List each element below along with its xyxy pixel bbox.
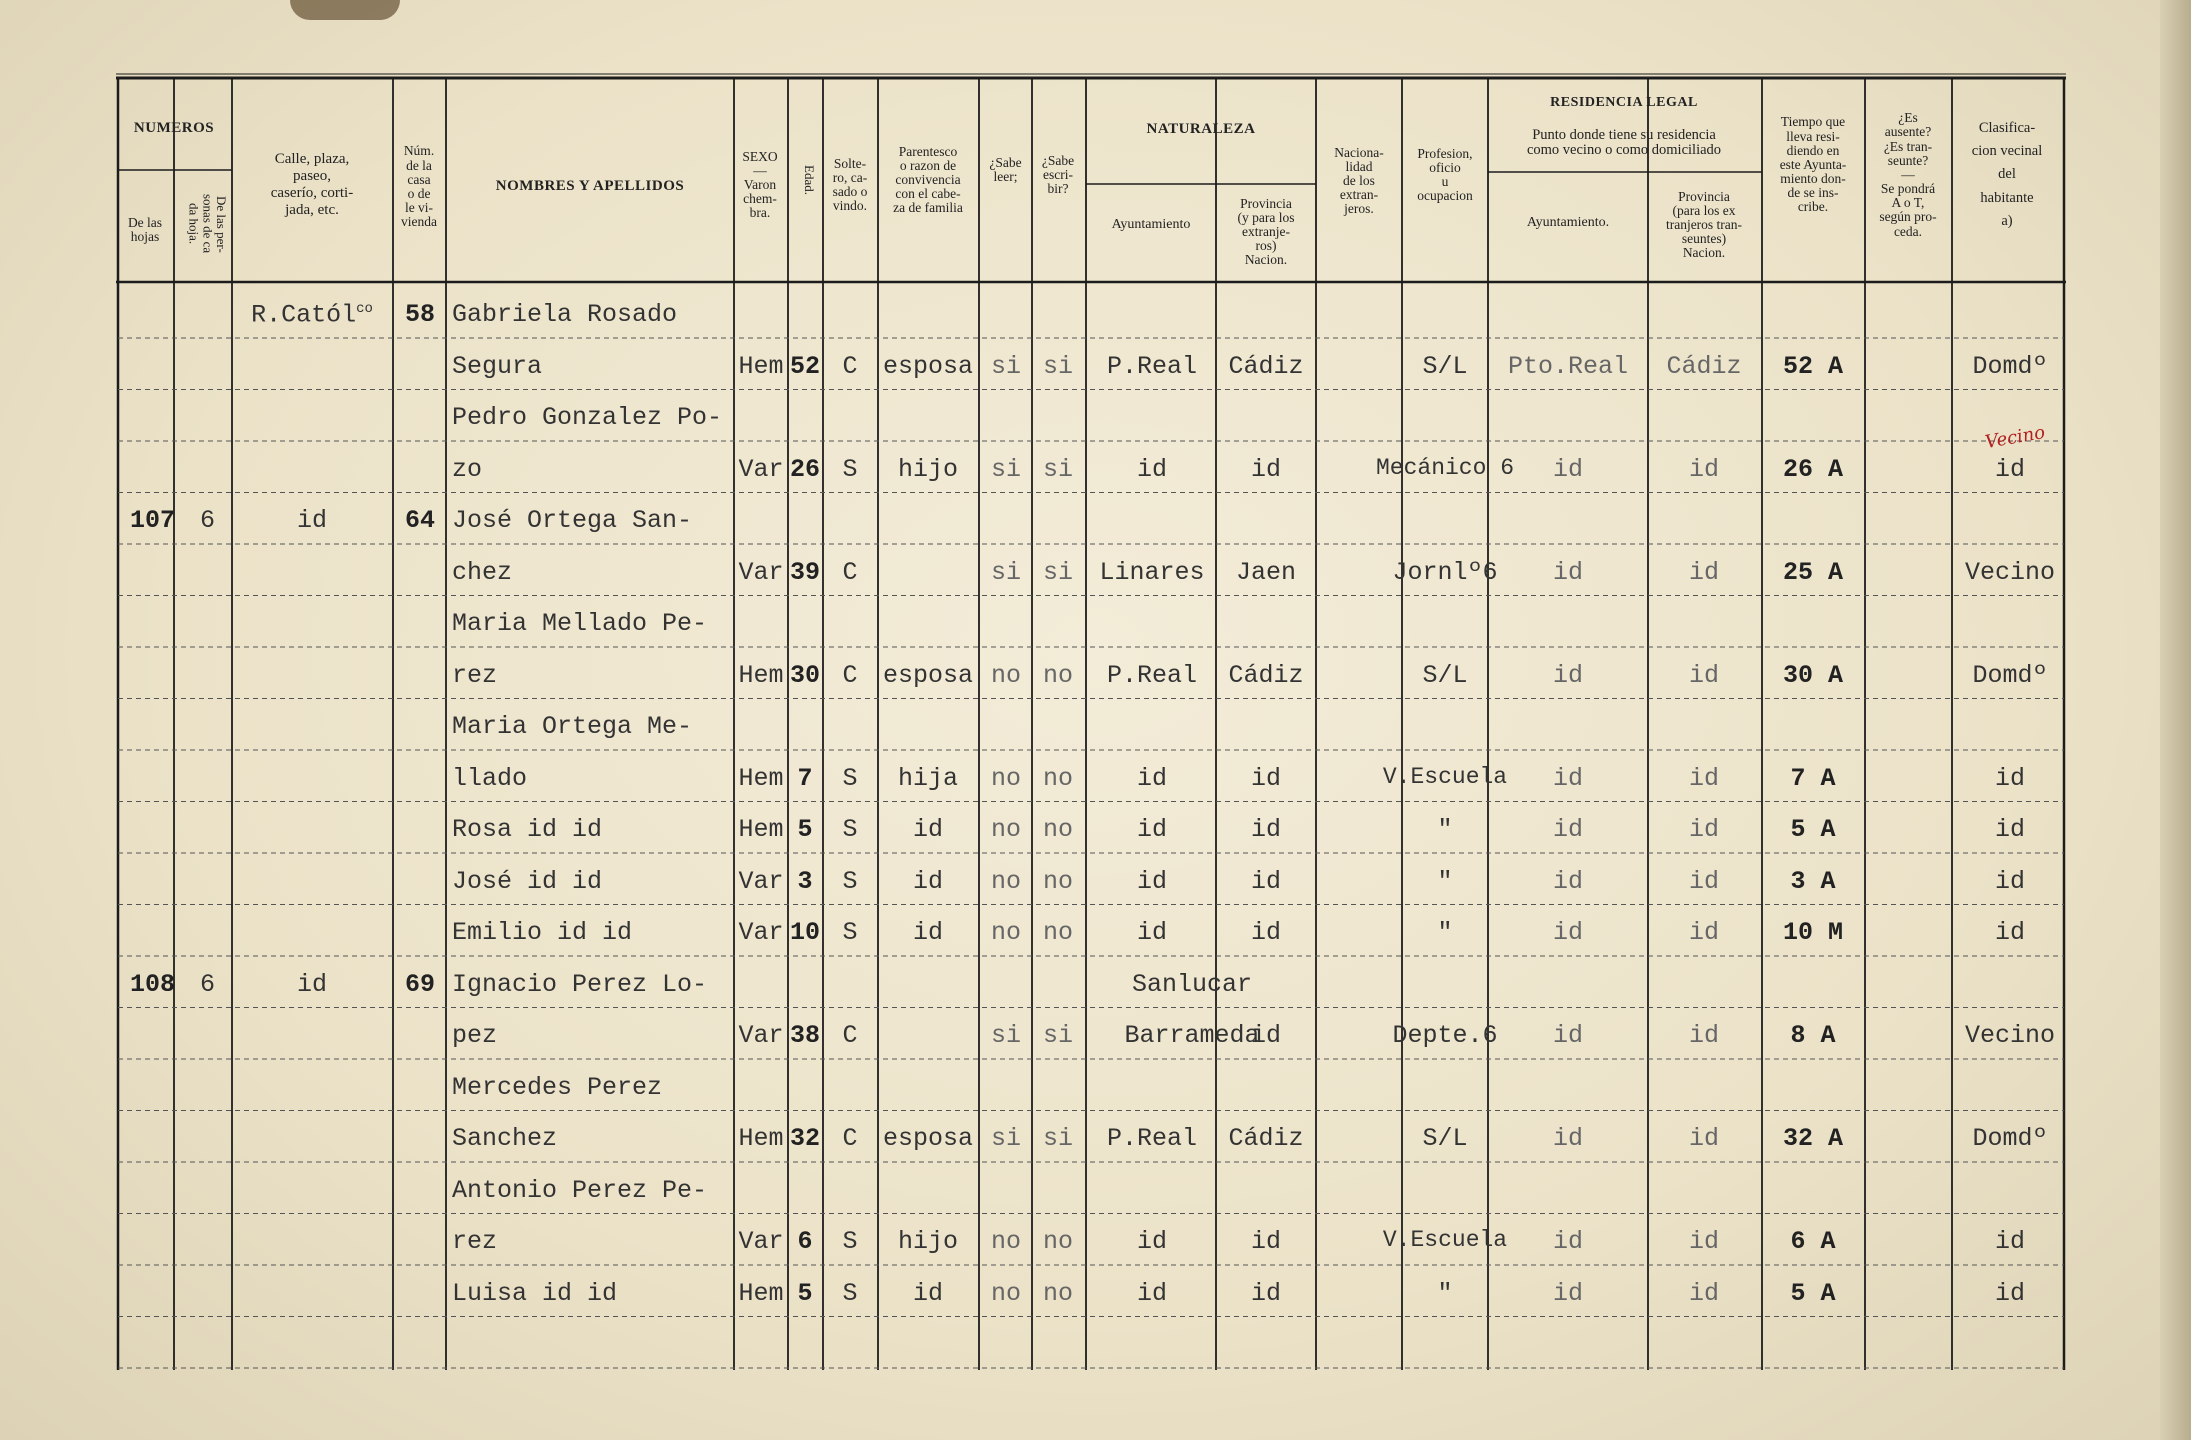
cell-escribir: no [1042,1278,1074,1308]
header-tiempo: Tiempo que lleva resi- diendo en este Ayunta- miento don- de se ins- cribe. [1779,114,1847,215]
cell-escribir: si [1042,557,1074,587]
cell-res-prov: id [1688,866,1720,896]
cell-parentesco: id [912,1278,944,1308]
cell-res-prov: id [1688,763,1720,793]
cell-leer: si [990,557,1022,587]
cell-clasif: id [1994,815,2026,844]
cell-leer: si [990,1124,1022,1153]
cell-sexo: Hem [738,815,784,844]
cell-nombre: Pedro Gonzalez Po- [452,403,723,432]
cell-parentesco: esposa [882,351,974,381]
cell-leer: no [990,660,1022,690]
cell-res-ayto: id [1552,557,1584,587]
cell-estado: C [842,1021,858,1050]
cell-edad: 5 [797,815,813,844]
header-residencia-sub: Punto donde tiene su residencia como vecino o como domiciliado [1526,126,1722,158]
header-nacionalidad: Naciona- lidad de los extran- jeros. [1334,144,1384,217]
header-ausente: ¿Es ausente? ¿Es tran- seunte? — Se pondrá A o T, según pro- ceda. [1879,110,1937,239]
cell-nat-prov: id [1250,815,1282,844]
cell-res-ayto: id [1552,918,1584,947]
cell-leer: no [990,866,1022,896]
cell-nombre: José Ortega San- [452,506,693,535]
cell-nat-ayto: id [1136,815,1168,844]
cell-tiempo: 7 A [1790,763,1836,793]
cell-sexo: Hem [738,1278,784,1308]
cell-nombre: zo [452,454,483,484]
header-de-las-hojas: De las hojas [127,214,163,244]
cell-tiempo: 8 A [1790,1021,1836,1050]
cell-profesion: " [1437,815,1453,844]
cell-nat-prov: id [1250,454,1282,484]
cell-escribir: si [1042,1021,1074,1050]
cell-nombre: Sanchez [452,1124,558,1153]
cell-res-ayto: Pto.Real [1507,351,1629,381]
cell-edad: 30 [789,660,821,690]
cell-estado: C [842,557,858,587]
cell-estado: S [842,763,858,793]
header-naturaleza: NATURALEZA [1146,121,1256,138]
cell-res-ayto: id [1552,763,1584,793]
cell-nat-ayto: id [1136,866,1168,896]
cell-res-prov: id [1688,454,1720,484]
cell-nat-prov: Jaen [1235,557,1297,587]
cell-escribir: si [1042,1124,1074,1153]
cell-nat-ayto: P.Real [1106,1124,1198,1153]
cell-sexo: Var [738,918,784,947]
cell-nat-ayto: id [1136,1278,1168,1308]
header-res-ayuntamiento: Ayuntamiento. [1526,214,1610,230]
cell-clasif: id [1994,454,2026,484]
cell-clasif: id [1994,1227,2026,1256]
cell-clasif: id [1994,763,2026,793]
cell-nombre: Antonio Perez Pe- [452,1175,708,1205]
cell-edad: 38 [789,1021,821,1050]
cell-estado: S [842,1278,858,1308]
cell-nat-prov: Cádiz [1228,1124,1304,1153]
cell-calle-superscript: co [356,301,373,317]
cell-profesion: S/L [1422,1124,1468,1153]
cell-res-prov: id [1688,1278,1720,1308]
header-calle: Calle, plaza, paseo, caserío, corti- jada, etc. [270,150,354,219]
cell-res-prov: id [1688,1124,1720,1153]
cell-nombre: Emilio id id [452,918,633,947]
header-residencia: RESIDENCIA LEGAL [1550,94,1698,110]
header-sexo: SEXO — Varon chem- bra. [742,148,778,221]
cell-tiempo: 6 A [1790,1227,1836,1256]
cell-casa: 58 [404,300,436,329]
cell-nat-prov: id [1250,1227,1282,1256]
cell-escribir: no [1042,866,1074,896]
cell-res-ayto: id [1552,1124,1584,1153]
cell-edad: 7 [797,763,813,793]
cell-hoja: 108 [130,969,176,999]
cell-tiempo: 5 A [1790,815,1836,844]
cell-nombre: Gabriela Rosado [452,300,678,329]
cell-res-prov: Cádiz [1666,351,1742,381]
cell-res-ayto: id [1552,815,1584,844]
cell-profesion: Mecánico 6 [1375,454,1515,481]
cell-edad: 26 [789,454,821,484]
header-edad: Edad. [802,165,817,195]
cell-edad: 3 [797,866,813,896]
cell-res-prov: id [1688,1021,1720,1050]
cell-res-ayto: id [1552,866,1584,896]
cell-estado: S [842,866,858,896]
cell-parentesco: hija [897,763,959,793]
header-sabe-escribir: ¿Sabe escri- bir? [1041,152,1075,197]
handwritten-note: Vecino [1983,421,2047,453]
cell-res-ayto: id [1552,660,1584,690]
cell-profesion: Depte.6 [1392,1021,1498,1050]
cell-casa: 69 [404,969,436,999]
cell-leer: si [990,454,1022,484]
cell-nat-ayto: P.Real [1106,660,1198,690]
header-nat-provincia: Provincia (y para los extranje- ros) Nacion. [1237,195,1295,268]
cell-clasif: Domdº [1972,351,2048,381]
cell-tiempo: 3 A [1790,866,1836,896]
cell-profesion: S/L [1422,660,1468,690]
cell-escribir: no [1042,1227,1074,1256]
header-de-las-personas: De las per- sonas de ca da hoja. [186,194,229,254]
cell-sexo: Var [738,1021,784,1050]
cell-calle: id [296,506,328,535]
cell-nat-prov: id [1250,763,1282,793]
cell-clasif: Vecino [1964,1021,2056,1050]
cell-escribir: no [1042,660,1074,690]
cell-res-prov: id [1688,1227,1720,1256]
cell-sexo: Var [738,454,784,484]
cell-edad: 6 [797,1227,813,1256]
cell-edad: 32 [789,1124,821,1153]
cell-leer: no [990,918,1022,947]
cell-tiempo: 5 A [1790,1278,1836,1308]
cell-sexo: Hem [738,1124,784,1153]
cell-clasif: Domdº [1972,660,2048,690]
cell-nombre: Mercedes Perez [452,1072,663,1102]
cell-tiempo: 32 A [1782,1124,1844,1153]
cell-nombre: rez [452,660,498,690]
cell-hoja: 107 [130,506,176,535]
cell-clasif: Domdº [1972,1124,2048,1153]
cell-nat-prov: Cádiz [1228,351,1304,381]
cell-estado: S [842,454,858,484]
cell-res-ayto: id [1552,1227,1584,1256]
cell-nat-ayto: Linares [1099,557,1205,587]
cell-profesion: V.Escuela [1382,763,1508,790]
header-clasificacion: Clasifica- cion vecinal del habitante a) [1971,120,2043,229]
cell-sexo: Hem [738,763,784,793]
cell-parentesco: hijo [897,1227,959,1256]
cell-profesion: V.Escuela [1382,1227,1508,1253]
cell-parentesco: esposa [882,1124,974,1153]
cell-res-prov: id [1688,918,1720,947]
cell-persona: 6 [200,506,216,535]
cell-escribir: no [1042,918,1074,947]
cell-sexo: Hem [738,660,784,690]
cell-calle: R.Catól$^{co}$ [251,300,373,330]
cell-parentesco: id [912,866,944,896]
cell-leer: no [990,1278,1022,1308]
cell-estado: S [842,815,858,844]
cell-nat-prov: id [1250,866,1282,896]
cell-edad: 39 [789,557,821,587]
cell-parentesco: hijo [897,454,959,484]
cell-tiempo: 10 M [1782,918,1844,947]
cell-res-ayto: id [1552,1021,1584,1050]
cell-parentesco: id [912,918,944,947]
cell-estado: C [842,1124,858,1153]
cell-tiempo: 25 A [1782,557,1844,587]
cell-leer: no [990,815,1022,844]
header-profesion: Profesion, oficio u ocupacion [1417,145,1473,204]
cell-nat-prov: id [1250,1021,1282,1050]
cell-nat-prov: id [1250,918,1282,947]
cell-nat-prov: id [1250,1278,1282,1308]
cell-leer: si [990,351,1022,381]
cell-res-prov: id [1688,815,1720,844]
cell-nombre: Maria Mellado Pe- [452,609,708,638]
header-estado: Solte- ro, ca- sado o vindo. [832,155,868,214]
cell-profesion: " [1437,866,1453,896]
cell-edad: 10 [789,918,821,947]
cell-res-ayto: id [1552,454,1584,484]
cell-edad: 5 [797,1278,813,1308]
cell-tiempo: 26 A [1782,454,1844,484]
cell-nat-ayto: Sanlucar [1131,969,1253,999]
cell-leer: no [990,763,1022,793]
cell-nat-ayto: id [1136,918,1168,947]
header-sabe-leer: ¿Sabe leer; [989,154,1022,184]
cell-profesion: S/L [1422,351,1468,381]
cell-nombre: pez [452,1021,498,1050]
cell-casa: 64 [404,506,436,535]
cell-escribir: no [1042,815,1074,844]
cell-nombre: Luisa id id [452,1278,618,1308]
cell-parentesco: id [912,815,944,844]
cell-tiempo: 30 A [1782,660,1844,690]
cell-leer: no [990,1227,1022,1256]
cell-leer: si [990,1021,1022,1050]
cell-nat-ayto: P.Real [1106,351,1198,381]
header-nat-ayuntamiento: Ayuntamiento [1111,216,1191,232]
cell-nombre: Ignacio Perez Lo- [452,969,708,999]
cell-res-ayto: id [1552,1278,1584,1308]
cell-nombre: rez [452,1227,498,1256]
cell-nombre: llado [452,763,528,793]
cell-nombre: Rosa id id [452,815,603,844]
cell-calle: id [296,969,328,999]
header-numeros: NUMEROS [133,120,215,137]
cell-clasif: id [1994,1278,2026,1308]
cell-res-prov: id [1688,660,1720,690]
cell-tiempo: 52 A [1782,351,1844,381]
cell-persona: 6 [200,969,216,999]
cell-sexo: Hem [738,351,784,381]
header-res-provincia: Provincia (para los ex tranjeros tran- seuntes) Nacion. [1665,188,1743,261]
cell-edad: 52 [789,351,821,381]
cell-estado: S [842,1227,858,1256]
cell-nombre: José id id [452,866,603,896]
cell-escribir: si [1042,454,1074,484]
cell-escribir: si [1042,351,1074,381]
cell-sexo: Var [738,557,784,587]
cell-nombre: chez [452,557,513,587]
cell-parentesco: esposa [882,660,974,690]
cell-estado: S [842,918,858,947]
cell-clasif: Vecino [1964,557,2056,587]
cell-nombre: Maria Ortega Me- [452,712,693,741]
cell-clasif: id [1994,866,2026,896]
cell-estado: C [842,660,858,690]
cell-nombre: Segura [452,351,543,381]
header-num-casa: Núm. de la casa o de le vi- vienda [401,143,437,230]
cell-nat-ayto: id [1136,763,1168,793]
cell-clasif: id [1994,918,2026,947]
cell-nat-ayto: Barrameda [1124,1021,1260,1050]
header-nombres: NOMBRES Y APELLIDOS [495,178,685,195]
cell-nat-prov: Cádiz [1228,660,1304,690]
cell-sexo: Var [738,866,784,896]
cell-sexo: Var [738,1227,784,1256]
cell-nat-ayto: id [1136,454,1168,484]
cell-nat-ayto: id [1136,1227,1168,1256]
header-parentesco: Parentesco o razon de convivencia con el cabe- za de familia [893,143,963,216]
cell-profesion: Jornlº6 [1392,557,1498,587]
cell-res-prov: id [1688,557,1720,587]
cell-estado: C [842,351,858,381]
cell-profesion: " [1437,1278,1453,1308]
cell-profesion: " [1437,918,1453,947]
cell-escribir: no [1042,763,1074,793]
